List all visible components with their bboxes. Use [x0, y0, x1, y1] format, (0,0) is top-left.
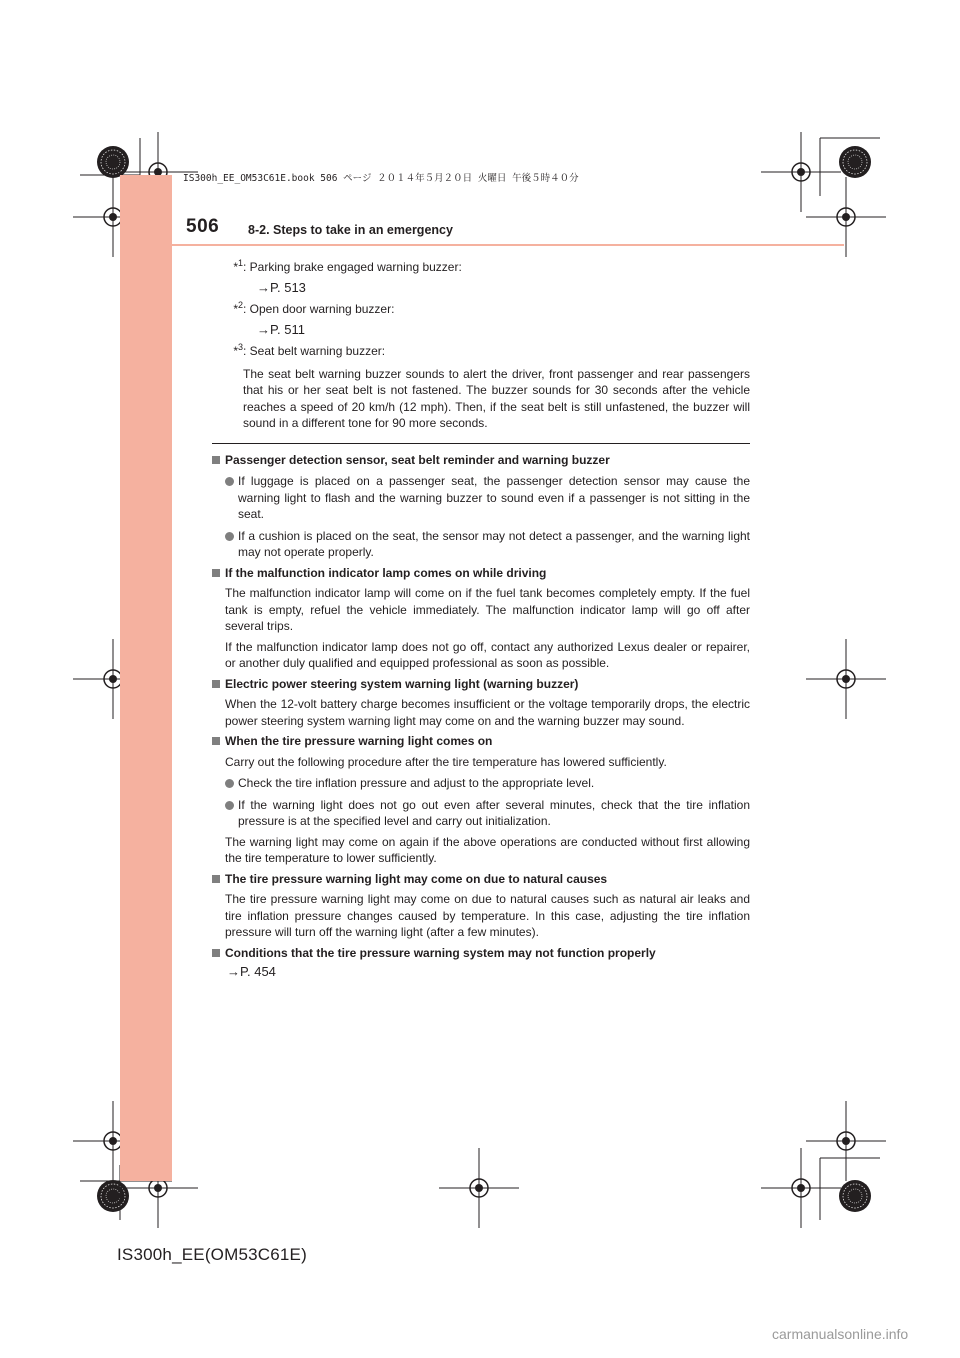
subsection-title: Electric power steering system warning light (warning buzzer) [225, 676, 579, 691]
section-title: 8-2. Steps to take in an emergency [248, 223, 453, 237]
square-bullet-icon [212, 875, 220, 883]
side-color-band [120, 175, 172, 1181]
footer-manual-code: IS300h_EE(OM53C61E) [117, 1245, 307, 1264]
footnote-label: : Parking brake engaged warning buzzer: [243, 260, 462, 274]
subsection-power-steering [212, 676, 750, 730]
square-bullet-icon [212, 456, 220, 464]
page-reference: →P. 513 [257, 279, 306, 295]
paragraph: When the 12-volt battery charge becomes insufficient or the voltage temporarily drops, the electric power steering system warning light may come on and the warning buzzer may sound. [225, 697, 750, 728]
round-bullet-icon [225, 779, 234, 788]
page-reference: →P. 511 [257, 321, 305, 337]
subsection-system-conditions [212, 945, 750, 981]
footnote-marker: *$^2$ [233, 300, 243, 316]
square-bullet-icon [212, 737, 220, 745]
footnote-1 [212, 259, 750, 296]
footnote-marker: *$^1$ [233, 258, 243, 274]
paragraph: The warning light may come on again if the above operations are conducted without first allowing the tire temperature to lower sufficiently. [225, 834, 750, 865]
footnote-label: : Open door warning buzzer: [243, 302, 395, 316]
footnote-3 [212, 343, 750, 432]
subsection-title: Conditions that the tire pressure warning system may not function properly [225, 945, 656, 960]
footnote-body: The seat belt warning buzzer sounds to alert the driver, front passenger and rear passengers that his or her seat belt is not fastened. The buzzer sounds for 30 seconds after the vehicle reaches a speed of 20 km/h (12 mph). Then, if the seat belt is still unfastened, the buzzer will sound in a different tone for 90 more seconds. [243, 366, 750, 430]
bullet-item: If a cushion is placed on the seat, the sensor may not detect a passenger, and the warning light may not operate properly. [225, 528, 750, 561]
bullet-item: Check the tire inflation pressure and adjust to the appropriate level. [225, 775, 750, 792]
paragraph: If the malfunction indicator lamp does not go off, contact any authorized Lexus dealer or repairer, or another duly qualified and equipped professional as soon as possible. [225, 639, 750, 670]
subsection-tire-pressure-light [212, 733, 750, 867]
subsection-title: The tire pressure warning light may come on due to natural causes [225, 871, 608, 886]
book-print-header: IS300h_EE_OM53C61E.book 506 ページ ２０１４年５月２０日 火曜日 午後５時４０分 [183, 173, 579, 184]
round-bullet-icon [225, 532, 234, 541]
subsection-malfunction-lamp [212, 565, 750, 672]
subsection-title: If the malfunction indicator lamp comes on while driving [225, 565, 547, 580]
square-bullet-icon [212, 680, 220, 688]
square-bullet-icon [212, 569, 220, 577]
footnote-label: : Seat belt warning buzzer: [243, 344, 386, 358]
paragraph: Carry out the following procedure after the tire temperature has lowered sufficiently. [225, 754, 667, 769]
footnote-marker: *$^3$ [233, 342, 243, 358]
round-bullet-icon [225, 801, 234, 810]
square-bullet-icon [212, 949, 220, 957]
footnote-2 [212, 301, 750, 338]
subsection-title: Passenger detection sensor, seat belt reminder and warning buzzer [225, 452, 610, 467]
subsection-natural-causes [212, 871, 750, 941]
paragraph: The malfunction indicator lamp will come on if the fuel tank becomes completely empty. If the fuel tank is empty, refuel the vehicle immediately. The malfunction indicator lamp will go off after several trips. [225, 586, 750, 633]
subsection-passenger-detection [212, 452, 750, 561]
bullet-item: If the warning light does not go out even after several minutes, check that the tire inflation pressure is at the specified level and carry out initialization. [225, 797, 750, 830]
round-bullet-icon [225, 477, 234, 486]
section-divider [212, 443, 750, 444]
page-reference: →P. 454 [227, 964, 276, 979]
paragraph: The tire pressure warning light may come on due to natural causes such as natural air leaks and tire inflation pressure changes caused by temperature. In this case, adjusting the tire inflation pressure will turn off the warning light (after a few minutes). [225, 892, 750, 939]
subsection-title: When the tire pressure warning light comes on [225, 734, 493, 748]
bullet-item: If luggage is placed on a passenger seat, the passenger detection sensor may cause the warning light to flash and the warning buzzer to sound even if a passenger is not sitting in the seat. [225, 473, 750, 523]
page-content [212, 254, 750, 981]
header-rule [120, 244, 844, 246]
page-number: 506 [186, 216, 220, 237]
footer-watermark: carmanualsonline.info [772, 1326, 909, 1342]
